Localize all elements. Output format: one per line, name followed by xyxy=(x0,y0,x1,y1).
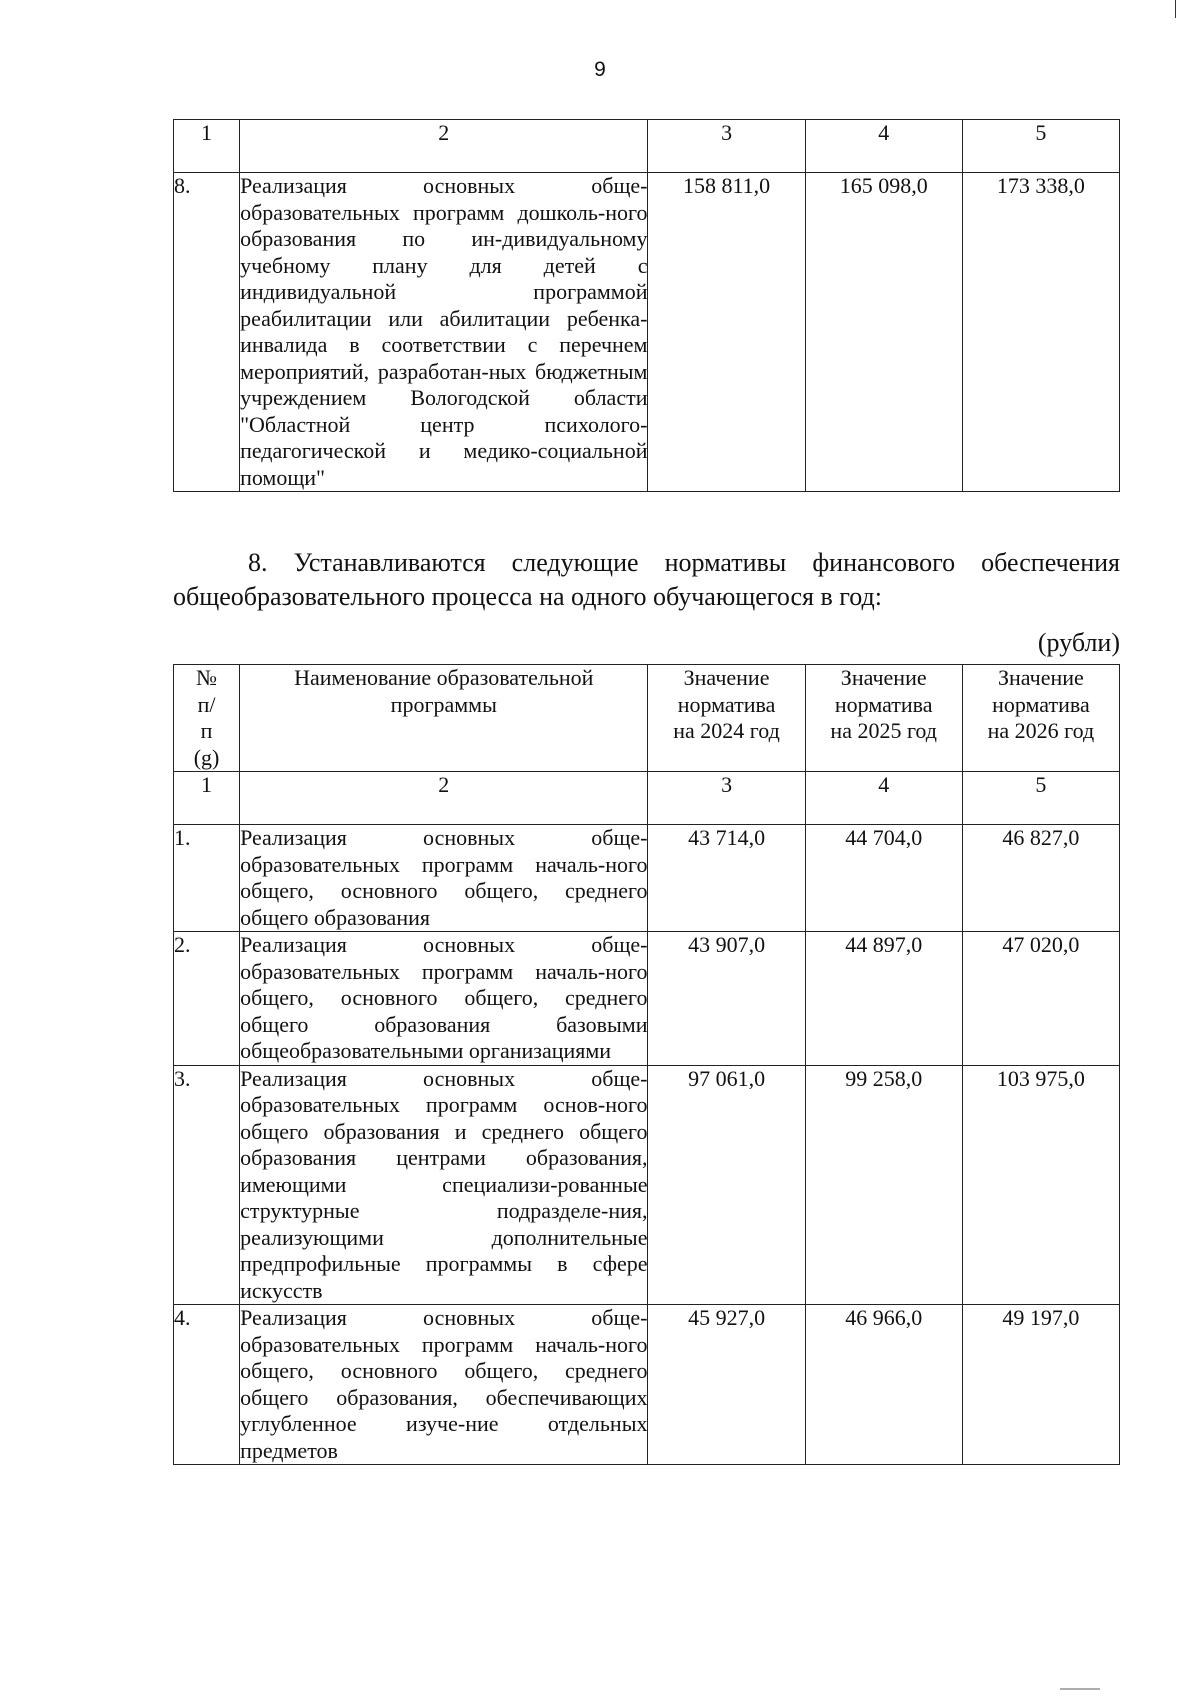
unit-label: (рубли) xyxy=(1037,628,1120,657)
value-2025: 99 258,0 xyxy=(805,1065,962,1305)
program-name: Реализация основных обще-образовательных программ началь-ного общего, основного общего, среднего общего образования, обеспечивающих углубленное изуче-ние отдельных предметов xyxy=(240,1305,648,1463)
table-row xyxy=(174,932,1120,1066)
row-number: 4. xyxy=(174,1305,240,1465)
header-number: № п/п (g) xyxy=(174,665,240,772)
program-name: Реализация основных обще-образовательных программ основ-ного общего образования и среднего общего образования центрами образования, имеющими специализи-рованные структурные подразделе-ния, реализующими дополнительные предпрофильные программы в сфере искусств xyxy=(240,1065,648,1303)
column-number: 2 xyxy=(240,120,648,173)
table-row xyxy=(174,173,1120,492)
scan-mark xyxy=(1175,0,1176,18)
value-2026: 46 827,0 xyxy=(962,825,1119,932)
column-number: 4 xyxy=(805,772,962,825)
scan-mark xyxy=(1060,1688,1100,1690)
value-2025: 44 704,0 xyxy=(805,825,962,932)
value-2026: 49 197,0 xyxy=(962,1305,1119,1465)
column-number: 3 xyxy=(648,772,805,825)
column-number: 3 xyxy=(648,120,805,173)
header-value-2024: Значение норматива на 2024 год xyxy=(648,665,805,772)
column-number: 5 xyxy=(962,120,1119,173)
column-number-row xyxy=(174,772,1120,825)
paragraph-8: 8. Устанавливаются следующие нормативы финансового обеспечения общеобразовательного процесса на одного обучающегося в год: xyxy=(173,548,1120,611)
table-row xyxy=(174,825,1120,932)
row-number: 2. xyxy=(174,932,240,1066)
value-2024: 158 811,0 xyxy=(648,173,805,492)
header-value-2025: Значение норматива на 2025 год xyxy=(805,665,962,772)
program-name: Реализация основных обще-образовательных программ началь-ного общего, основного общего, среднего общего образования xyxy=(240,825,648,930)
table-row xyxy=(174,1305,1120,1465)
program-name: Реализация основных обще-образовательных программ началь-ного общего, основного общего, среднего общего образования базовыми общеобразовательными организациями xyxy=(240,932,648,1063)
program-name: Реализация основных обще-образовательных программ дошколь-ного образования по ин-дивидуальному учебному плану для детей с индивидуальной программой реабилитации или абилитации ребенка-инвалида в соответствии с перечнем мероприятий, разработан-ных бюджетным учреждением Вологодской области "Областной центр психолого-педагогической и медико-социальной помощи" xyxy=(240,173,648,490)
norms-table xyxy=(173,664,1120,1465)
row-number: 8. xyxy=(174,173,240,492)
value-2024: 97 061,0 xyxy=(648,1065,805,1305)
value-2026: 103 975,0 xyxy=(962,1065,1119,1305)
column-number: 1 xyxy=(174,772,240,825)
row-number: 1. xyxy=(174,825,240,932)
value-2024: 45 927,0 xyxy=(648,1305,805,1465)
header-row xyxy=(174,665,1120,772)
row-number: 3. xyxy=(174,1065,240,1305)
value-2024: 43 907,0 xyxy=(648,932,805,1066)
column-number: 1 xyxy=(174,120,240,173)
column-number: 2 xyxy=(240,772,648,825)
continued-table xyxy=(173,119,1120,492)
page-number: 9 xyxy=(594,58,606,81)
value-2025: 165 098,0 xyxy=(805,173,962,492)
column-number-row xyxy=(174,120,1120,173)
value-2026: 47 020,0 xyxy=(962,932,1119,1066)
header-value-2026: Значение норматива на 2026 год xyxy=(962,665,1119,772)
value-2026: 173 338,0 xyxy=(962,173,1119,492)
value-2024: 43 714,0 xyxy=(648,825,805,932)
table-row xyxy=(174,1065,1120,1305)
value-2025: 44 897,0 xyxy=(805,932,962,1066)
header-program-name: Наименование образовательной программы xyxy=(240,665,648,772)
value-2025: 46 966,0 xyxy=(805,1305,962,1465)
column-number: 5 xyxy=(962,772,1119,825)
column-number: 4 xyxy=(805,120,962,173)
